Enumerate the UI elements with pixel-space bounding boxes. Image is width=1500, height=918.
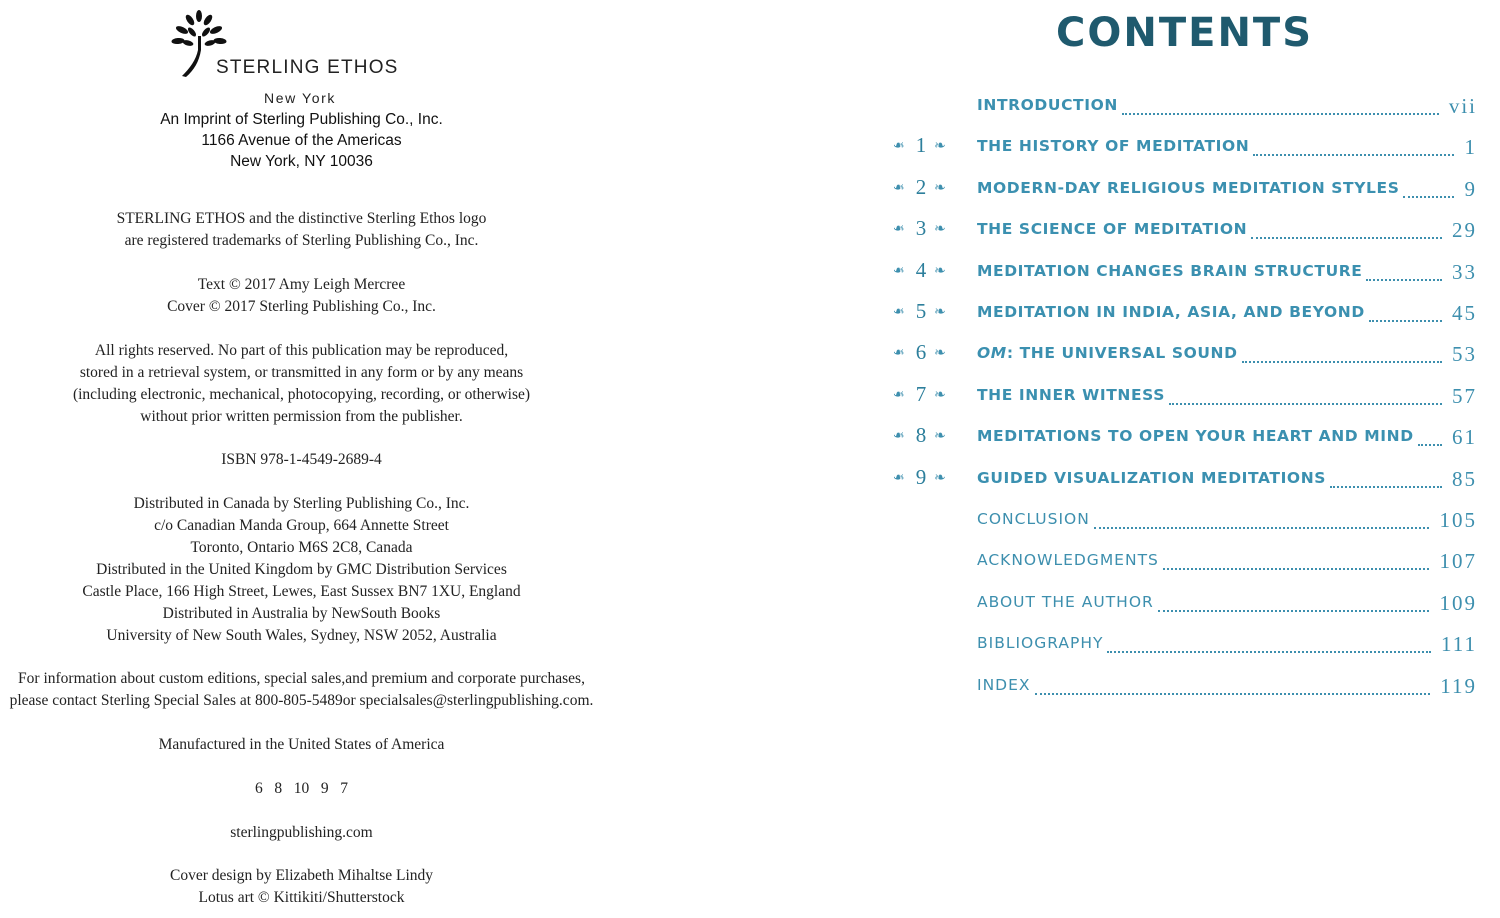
ornament-right-icon: ❧: [934, 470, 946, 486]
ornament-right-icon: ❧: [934, 387, 946, 403]
publisher-logo: [168, 10, 408, 106]
ornament-left-icon: ❧: [893, 221, 905, 237]
imprint-line: 1166 Avenue of the Americas: [201, 132, 402, 149]
toc-entry-label: BIBLIOGRAPHY: [977, 634, 1104, 652]
toc-entry-label: INTRODUCTION: [977, 96, 1118, 114]
ornament-right-icon: ❧: [934, 304, 946, 320]
toc-entry-label: INDEX: [977, 676, 1031, 694]
chapter-number: 2: [915, 175, 927, 199]
toc-entry-label: THE INNER WITNESS: [977, 386, 1165, 404]
distribution-line: Distributed in the United Kingdom by GMC Distribution Services: [96, 561, 507, 578]
toc-entry-label: ACKNOWLEDGMENTS: [977, 551, 1159, 569]
isbn: ISBN 978-1-4549-2689-4: [221, 451, 382, 468]
toc-entry[interactable]: [977, 220, 1477, 244]
toc-entry[interactable]: [977, 137, 1477, 161]
ornament-left-icon: ❧: [893, 470, 905, 486]
toc-entry-label: MEDITATIONS TO OPEN YOUR HEART AND MIND: [977, 427, 1414, 445]
toc-page-number: 119: [1440, 674, 1477, 698]
ornament-right-icon: ❧: [934, 263, 946, 279]
copyright-page: [0, 0, 603, 918]
distribution-line: Distributed in Australia by NewSouth Books: [162, 605, 441, 622]
ornament-right-icon: ❧: [934, 428, 946, 444]
toc-leader-dots: [1366, 265, 1442, 281]
toc-page-number: 61: [1452, 425, 1477, 449]
ornament-right-icon: ❧: [934, 221, 946, 237]
ornament-right-icon: ❧: [934, 345, 946, 361]
copyright-line: Cover © 2017 Sterling Publishing Co., Inc.: [167, 298, 436, 315]
toc-page-number: vii: [1448, 94, 1477, 118]
rights-line: stored in a retrieval system, or transmitted in any form or by any means: [79, 364, 524, 381]
toc-entry[interactable]: [977, 469, 1477, 493]
logo-wordmark: STERLING ETHOS: [216, 57, 399, 78]
toc-entry[interactable]: [977, 303, 1477, 327]
ornament-right-icon: ❧: [934, 138, 946, 154]
toc-entry-label: MODERN-DAY RELIGIOUS MEDITATION STYLES: [977, 179, 1400, 197]
ornament-left-icon: ❧: [893, 345, 905, 361]
toc-leader-dots: [1122, 99, 1439, 115]
credit-line: Cover design by Elizabeth Mihaltse Lindy: [169, 867, 433, 884]
chapter-number: 4: [915, 258, 927, 282]
trademark-line: are registered trademarks of Sterling Publishing Co., Inc.: [124, 232, 479, 249]
toc-leader-dots: [1158, 596, 1429, 612]
chapter-number: 5: [915, 299, 927, 323]
toc-entry[interactable]: [977, 344, 1477, 368]
toc-leader-dots: [1035, 679, 1430, 695]
toc-entry-label: OM: THE UNIVERSAL SOUND: [977, 344, 1238, 362]
toc-page-number: 85: [1452, 467, 1477, 491]
toc-entry-label: GUIDED VISUALIZATION MEDITATIONS: [977, 469, 1327, 487]
toc-entry[interactable]: [977, 386, 1477, 410]
toc-entry-label: THE HISTORY OF MEDITATION: [977, 137, 1250, 155]
toc-entry[interactable]: [977, 179, 1477, 203]
toc-entry[interactable]: [977, 262, 1477, 286]
toc-page-number: 1: [1464, 135, 1477, 159]
distribution-line: Toronto, Ontario M6S 2C8, Canada: [190, 539, 413, 556]
toc-page-number: 29: [1452, 218, 1477, 242]
toc-entry[interactable]: [977, 676, 1477, 700]
ornament-left-icon: ❧: [893, 428, 905, 444]
rights-line: without prior written permission from the publisher.: [140, 408, 463, 425]
toc-leader-dots: [1330, 472, 1442, 488]
toc-leader-dots: [1403, 182, 1454, 198]
manufactured-line: Manufactured in the United States of America: [158, 736, 445, 753]
toc-entry[interactable]: [977, 551, 1477, 575]
imprint-line: New York, NY 10036: [230, 153, 373, 170]
chapter-number: 6: [915, 340, 927, 364]
toc-leader-dots: [1418, 430, 1442, 446]
distribution-line: Distributed in Canada by Sterling Publishing Co., Inc.: [133, 495, 470, 512]
distribution-line: c/o Canadian Manda Group, 664 Annette Street: [154, 517, 449, 534]
imprint-line: An Imprint of Sterling Publishing Co., Inc.: [160, 111, 443, 128]
toc-page-number: 109: [1439, 591, 1477, 615]
ornament-left-icon: ❧: [893, 304, 905, 320]
toc-page-number: 107: [1439, 549, 1477, 573]
trademark-line: STERLING ETHOS and the distinctive Sterling Ethos logo: [116, 210, 487, 227]
toc-entry[interactable]: [977, 634, 1477, 658]
printing-line: 6 8 10 9 7: [255, 780, 348, 797]
rights-line: All rights reserved. No part of this publication may be reproduced,: [94, 342, 509, 359]
toc-page-number: 33: [1452, 260, 1477, 284]
toc-leader-dots: [1107, 637, 1431, 653]
toc-entry-label: CONCLUSION: [977, 510, 1090, 528]
logo-city: New York: [264, 90, 336, 106]
toc-leader-dots: [1253, 140, 1454, 156]
sales-line: For information about custom editions, special sales,and premium and corporate purchases,: [18, 670, 585, 687]
toc-entry-label: ABOUT THE AUTHOR: [977, 593, 1154, 611]
toc-page-number: 57: [1452, 384, 1477, 408]
toc-entry-label: MEDITATION CHANGES BRAIN STRUCTURE: [977, 262, 1363, 280]
credit-line: Lotus art © Kittikiti/Shutterstock: [198, 889, 405, 906]
toc-entry[interactable]: [977, 427, 1477, 451]
website: sterlingpublishing.com: [230, 824, 373, 841]
chapter-number: 7: [915, 382, 927, 406]
ornament-left-icon: ❧: [893, 387, 905, 403]
ornament-left-icon: ❧: [893, 138, 905, 154]
toc-page-number: 53: [1452, 342, 1477, 366]
ornament-left-icon: ❧: [893, 263, 905, 279]
chapter-number: 3: [915, 216, 927, 240]
chapter-number: 1: [915, 133, 927, 157]
sales-line: please contact Sterling Special Sales at 800-805-5489or specialsales@sterlingpublishing.com.: [9, 692, 594, 709]
distribution-line: Castle Place, 166 High Street, Lewes, East Sussex BN7 1XU, England: [82, 583, 521, 600]
toc-page-number: 45: [1452, 301, 1477, 325]
toc-entry[interactable]: [977, 96, 1477, 120]
toc-leader-dots: [1169, 389, 1442, 405]
toc-leader-dots: [1094, 513, 1429, 529]
toc-leader-dots: [1369, 306, 1442, 322]
toc-entry-label: MEDITATION IN INDIA, ASIA, AND BEYOND: [977, 303, 1365, 321]
chapter-number: 9: [915, 465, 927, 489]
toc-page-number: 105: [1439, 508, 1477, 532]
contents-title: CONTENTS: [1056, 10, 1314, 56]
ornament-left-icon: ❧: [893, 180, 905, 196]
chapter-number: 8: [915, 423, 927, 447]
toc-entry[interactable]: [977, 593, 1477, 617]
distribution-line: University of New South Wales, Sydney, NSW 2052, Australia: [106, 627, 497, 644]
toc-entry[interactable]: [977, 510, 1477, 534]
toc-leader-dots: [1242, 347, 1442, 363]
toc-page-number: 111: [1441, 632, 1477, 656]
ornament-right-icon: ❧: [934, 180, 946, 196]
copyright-line: Text © 2017 Amy Leigh Mercree: [197, 276, 406, 293]
toc-page-number: 9: [1464, 177, 1477, 201]
rights-line: (including electronic, mechanical, photocopying, recording, or otherwise): [72, 386, 531, 403]
toc-entry-label: THE SCIENCE OF MEDITATION: [977, 220, 1248, 238]
toc-leader-dots: [1163, 554, 1429, 570]
toc-leader-dots: [1251, 223, 1442, 239]
